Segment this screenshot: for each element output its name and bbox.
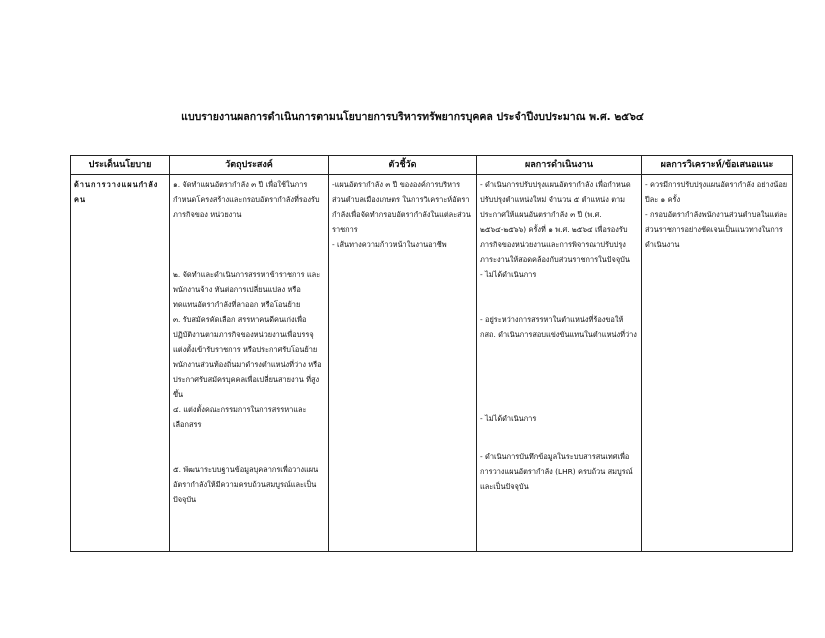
indicators-cell [329,175,477,552]
header-indicators: ตัวชี้วัด [329,156,477,175]
result-3: - อยู่ระหว่างการสรรหาในตำแหน่งที่ร้องขอให้ กสถ. ดำเนินการสอบแข่งขันแทนในตำแหน่งที่ว่าง [480,315,637,339]
objective-3: ๓. รับสมัครคัดเลือก สรรหาคนดีคนเก่งเพื่อ ปฏิบัติงานตามภารกิจของหน่วยงานเพื่อบรรจุ แต่งตั้งเข้ารับราชการ หรือประกาศรับโอนย้าย พนักงานส่วนท้องถิ่นมาดำรงตำแหน่งที่ว่าง หรือประกาศรับสมัครบุคคลเพื่อเปลี่ยนสายงาน ที่สูงขึ้น [173,315,322,399]
indicator-1: -แผนอัตรากำลัง ๓ ปี ขององค์การบริหารส่วนตำบลเมืองเกษตร ในการวิเคราะห์อัตรากำลังเพื่อจัดทำกรอบอัตรากำลังในแต่ละส่วนราชการ [332,180,471,234]
table-row [71,175,793,552]
header-results: ผลการดำเนินงาน [477,156,642,175]
objective-1: ๑. จัดทำแผนอัตรากำลัง ๓ ปี เพื่อใช้ในการ กำหนดโครงสร้างและกรอบอัตรากำลังที่รองรับ ภารกิจของ หน่วยงาน [173,180,320,219]
results-cell [477,175,642,552]
analysis-cell [642,175,793,552]
result-2: - ไม่ได้ดำเนินการ [480,270,537,279]
analysis-2: - กรอบอัตรากำลังพนักงานส่วนตำบลในแต่ละส่วนราชการอย่างชัดเจนเป็นแนวทางในการดำเนินงาน [645,210,788,249]
result-4: - ไม่ได้ดำเนินการ [480,414,537,423]
header-policy-issue: ประเด็นนโยบาย [71,156,170,175]
policy-issue-text: ด้านการวางแผนกำลังคน [74,180,159,204]
issue-cell [71,175,170,552]
header-objectives: วัตถุประสงค์ [170,156,329,175]
objective-2: ๒. จัดทำและดำเนินการสรรหาข้าราชการ และ พนักงานจ้าง ทันต่อการเปลี่ยนแปลง หรือ ทดแทนอัตรากำลังที่ลาออก หรือโอนย้าย [173,270,321,309]
result-1: - ดำเนินการปรับปรุงแผนอัตรากำลัง เพื่อกำหนดปรับปรุงตำแหน่งใหม่ จำนวน ๕ ตำแหน่ง ตามประกาศให้แผนอันตรากำลัง ๓ ปี (พ.ศ. ๒๕๖๔-๒๕๖๖) ครั้งที่ ๑ พ.ศ. ๒๕๖๔ เพื่อรองรับภารกิจของหน่วยงานและการพิจารณาปรับปรุง ภาระงานให้สอดคล้องกับส่วนราชการในปัจจุบัน [480,180,631,264]
analysis-1: - ควรมีการปรับปรุงแผนอัตรากำลัง อย่างน้อยปีละ ๑ ครั้ง [645,180,788,204]
header-row [71,156,793,175]
header-analysis: ผลการวิเคราะห์/ข้อเสนอแนะ [642,156,793,175]
report-table [70,155,793,552]
indicator-2: - เส้นทางความก้าวหน้าในงานอาชีพ [332,240,447,249]
result-5: - ดำเนินการบันทึกข้อมูลในระบบสารสนเทศเพื่อการวางแผนอัตรากำลัง (LHR) ครบถ้วน สมบูรณ์และเป็นปัจจุบัน [480,452,633,491]
objective-4: ๔. แต่งตั้งคณะกรรมการในการสรรหาและเลือกสรร [173,405,307,429]
objective-5: ๕. พัฒนาระบบฐานข้อมูลบุคลากรเพื่อวางแผน อัตรากำลังให้มีความครบถ้วนสมบูรณ์และเป็น ปัจจุบัน [173,465,319,504]
objectives-cell [170,175,329,552]
page-title: แบบรายงานผลการดำเนินการตามนโยบายการบริหารทรัพยากรบุคคล ประจำปีงบประมาณ พ.ศ. ๒๕๖๔ [181,111,644,123]
